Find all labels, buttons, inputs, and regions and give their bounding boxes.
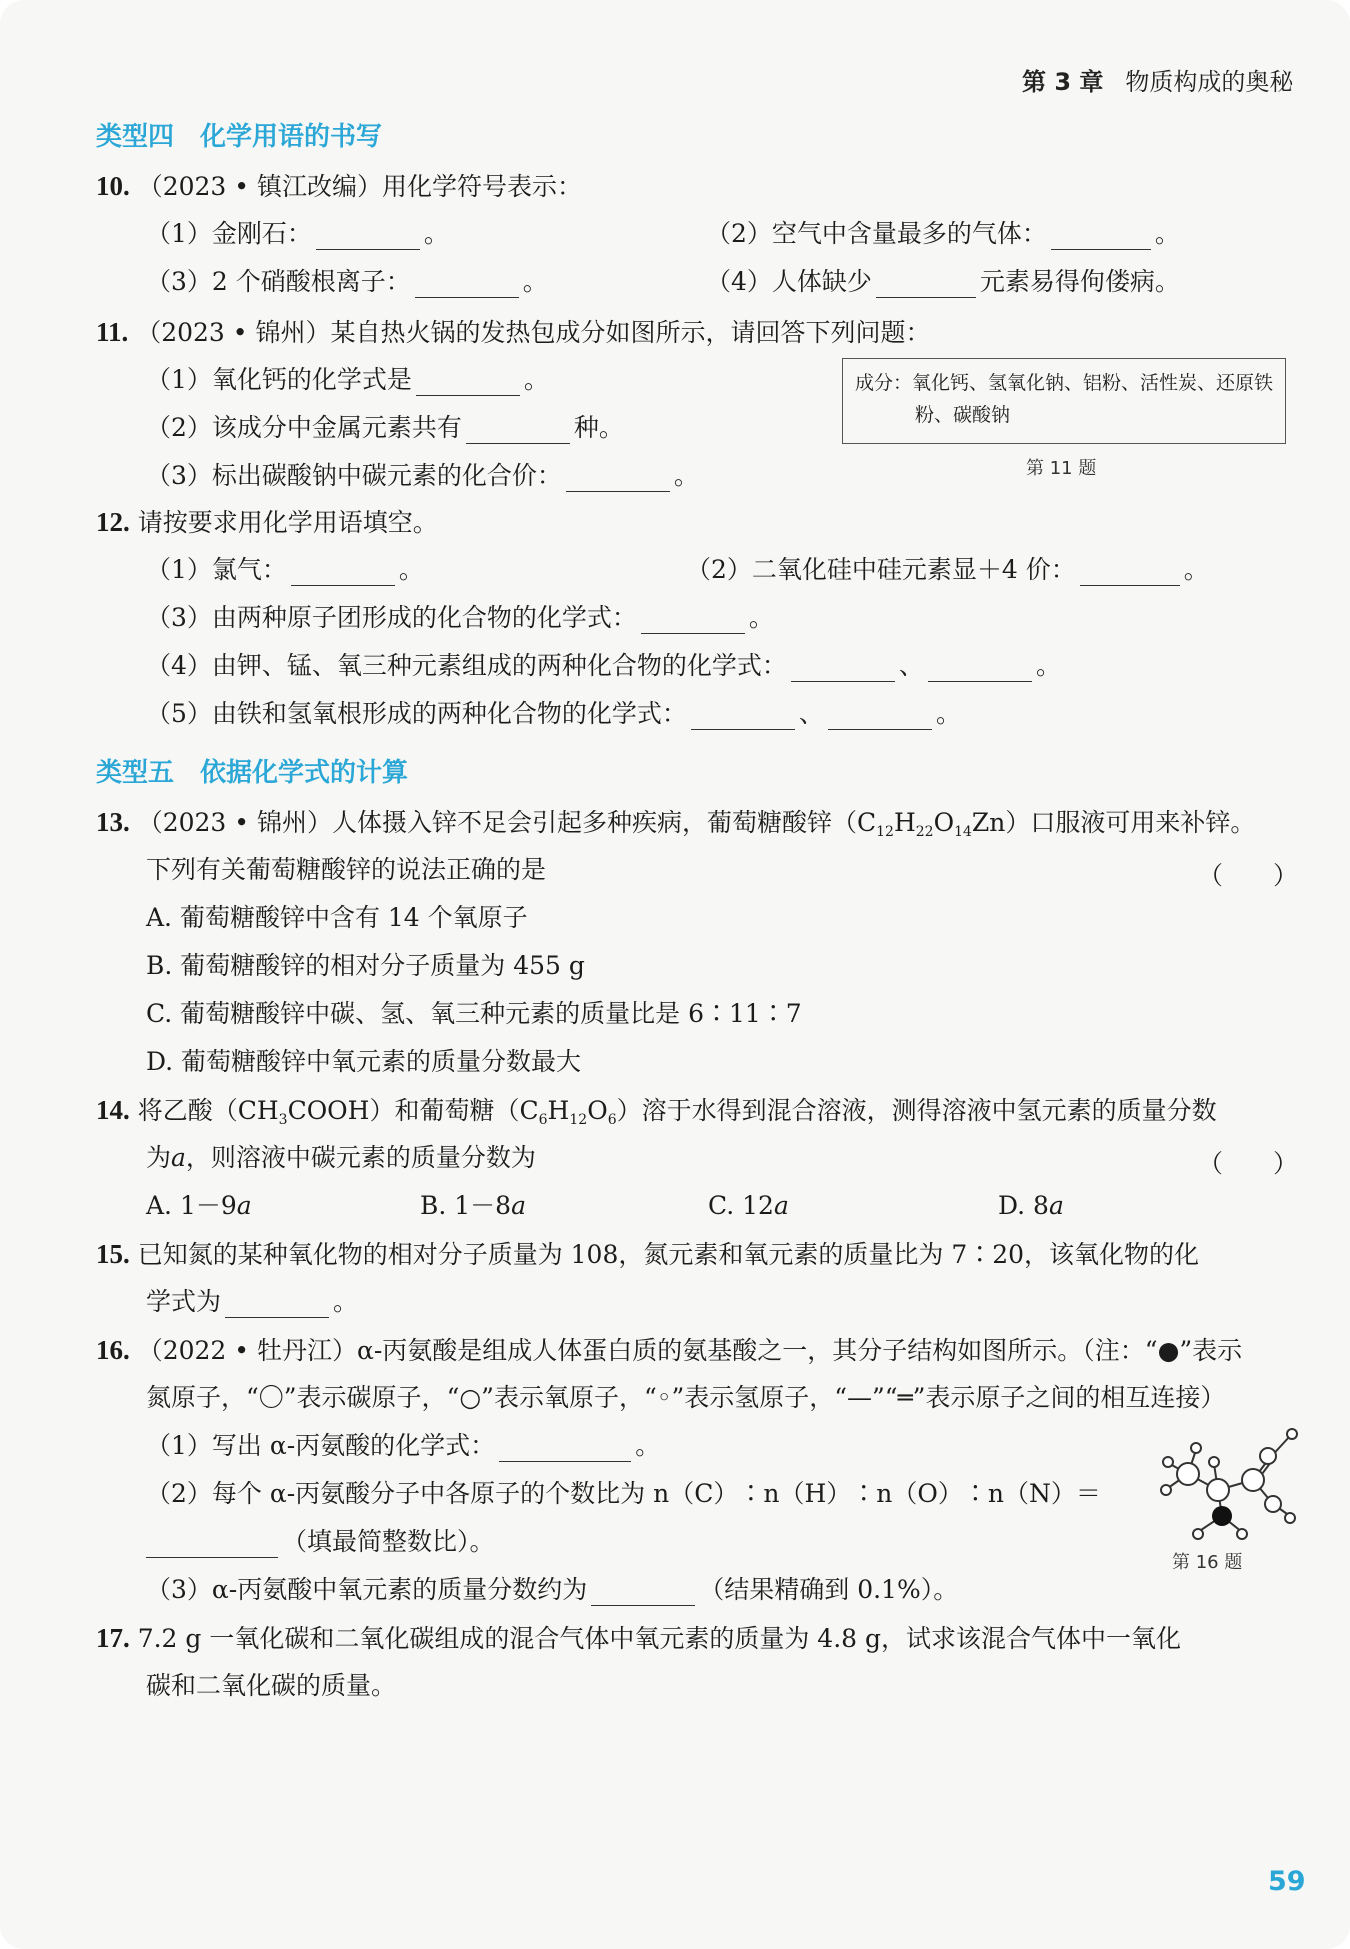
answer-blank[interactable]	[316, 225, 420, 250]
q16-part1: （1）写出 α-丙氨酸的化学式： 。	[146, 1431, 661, 1460]
q10-part3: （3）2 个硝酸根离子： 。	[146, 267, 548, 296]
q14-stem-line2: 为a，则溶液中碳元素的质量分数为	[146, 1143, 536, 1172]
answer-blank[interactable]	[415, 273, 519, 298]
section-heading-5: 类型五 依据化学式的计算	[96, 758, 409, 788]
q14-option-d: D. 8a	[998, 1191, 1064, 1220]
q12-part4: （4）由钾、锰、氧三种元素组成的两种化合物的化学式： 、 。	[146, 651, 1061, 680]
question-14-stem: 14. 将乙酸$(CH_3COOH)$和葡萄糖$(C_6H_{12}O_6)$溶于水得到混合溶液，测得溶液中氢元素的质量分数	[96, 1095, 1217, 1128]
answer-blank[interactable]	[691, 705, 795, 730]
hydrogen-atom	[1161, 1485, 1171, 1495]
question-number: 10.	[96, 171, 130, 201]
q16-part3: （3）α-丙氨酸中氧元素的质量分数约为 （结果精确到 0.1%）。	[146, 1575, 959, 1604]
q16-part2: （2）每个 α-丙氨酸分子中各原子的个数比为 n（C）∶n（H）∶n（O）∶n（N）＝	[146, 1479, 1101, 1508]
q14-option-b: B. 1－8a	[420, 1191, 526, 1220]
question-10-stem: 10. （2023 • 镇江改编）用化学符号表示：	[96, 171, 582, 201]
hydrogen-atom	[1193, 1529, 1203, 1539]
answer-blank[interactable]	[828, 705, 932, 730]
answer-paren[interactable]: （ ）	[1198, 1149, 1299, 1178]
answer-blank[interactable]	[1051, 225, 1151, 250]
q12-part2: （2）二氧化硅中硅元素显＋4 价： 。	[686, 555, 1209, 584]
carbon-atom	[1242, 1469, 1264, 1491]
q14-option-c: C. 12a	[708, 1191, 789, 1220]
answer-blank[interactable]	[791, 657, 895, 682]
q10-part1: （1）金刚石： 。	[146, 219, 449, 248]
q13-option-d: D. 葡萄糖酸锌中氧元素的质量分数最大	[146, 1047, 582, 1076]
answer-blank[interactable]	[291, 561, 395, 586]
question-12-stem: 12. 请按要求用化学用语填空。	[96, 507, 438, 537]
hydrogen-atom	[1285, 1513, 1295, 1523]
answer-blank[interactable]	[466, 419, 570, 444]
q17-line2: 碳和二氧化碳的质量。	[146, 1671, 397, 1700]
q16-part2-answer: （填最简整数比）。	[146, 1526, 495, 1558]
chapter-number: 第 3 章	[1022, 68, 1104, 96]
q12-part1: （1）氯气： 。	[146, 555, 424, 584]
q11-part3: （3）标出碳酸钠中碳元素的化合价： 。	[146, 461, 699, 490]
oxygen-atom	[1265, 1496, 1281, 1512]
ingredients-box: 成分：氧化钙、氢氧化钠、铝粉、活性炭、还原铁 粉、碳酸钠	[842, 358, 1286, 444]
answer-blank[interactable]	[641, 609, 745, 634]
question-13-stem: 13. （2023 • 锦州）人体摄入锌不足会引起多种疾病，葡萄糖酸锌$(C_{12}H_{22}O_{14}Zn)$口服液可用来补锌。	[96, 807, 1256, 840]
answer-blank[interactable]	[1080, 561, 1180, 586]
question-15-stem: 15. 已知氮的某种氧化物的相对分子质量为 108，氮元素和氧元素的质量比为 7∶20，该氧化物的化	[96, 1239, 1200, 1269]
answer-blank[interactable]	[225, 1293, 329, 1318]
carbon-atom	[1207, 1479, 1229, 1501]
q13-option-a: A. 葡萄糖酸锌中含有 14 个氧原子	[146, 903, 528, 932]
figure-caption-16: 第 16 题	[1172, 1552, 1243, 1573]
section-heading-4: 类型四 化学用语的书写	[96, 122, 383, 152]
answer-blank[interactable]	[928, 657, 1032, 682]
answer-blank[interactable]	[416, 371, 520, 396]
page-number: 59	[1268, 1866, 1306, 1897]
oxygen-atom	[1260, 1448, 1276, 1464]
answer-paren[interactable]: （ ）	[1198, 861, 1299, 890]
carbon-atom	[1177, 1463, 1199, 1485]
answer-blank[interactable]	[566, 467, 670, 492]
q10-part4: （4）人体缺少 元素易得佝偻病。	[706, 267, 1180, 296]
hydrogen-atom	[1237, 1529, 1247, 1539]
question-16-stem: 16. （2022 • 牡丹江）α-丙氨酸是组成人体蛋白质的氨基酸之一，其分子结构如图所示。（注：“●”表示	[96, 1335, 1243, 1365]
hydrogen-atom	[1209, 1457, 1219, 1467]
alanine-molecule-diagram	[1118, 1416, 1308, 1546]
q13-stem-line2: 下列有关葡萄糖酸锌的说法正确的是	[146, 855, 547, 884]
q10-part2: （2）空气中含量最多的气体： 。	[706, 219, 1180, 248]
question-17-stem: 17. 7.2 g 一氧化碳和二氧化碳组成的混合气体中氧元素的质量为 4.8 g，试求该混合气体中一氧化	[96, 1623, 1182, 1653]
answer-blank[interactable]	[499, 1437, 631, 1462]
q11-part2: （2）该成分中金属元素共有 种。	[146, 413, 624, 442]
answer-blank[interactable]	[591, 1581, 695, 1606]
q13-option-b: B. 葡萄糖酸锌的相对分子质量为 455 g	[146, 951, 585, 980]
q12-part3: （3）由两种原子团形成的化合物的化学式： 。	[146, 603, 774, 632]
q15-line2: 学式为 。	[146, 1287, 359, 1316]
answer-blank[interactable]	[876, 273, 976, 298]
hydrogen-atom	[1287, 1429, 1297, 1439]
figure-caption-11: 第 11 题	[1026, 458, 1097, 479]
question-11-stem: 11. （2023 • 锦州）某自热火锅的发热包成分如图所示，请回答下列问题：	[96, 317, 931, 347]
chapter-title: 物质构成的奥秘	[1125, 68, 1294, 96]
q16-line2: 氮原子，“〇”表示碳原子，“○”表示氧原子，“◦”表示氢原子，“—”“═”表示原子之间的相互连接）	[146, 1383, 1226, 1412]
hydrogen-atom	[1163, 1457, 1173, 1467]
answer-blank[interactable]	[146, 1533, 278, 1558]
q12-part5: （5）由铁和氢氧根形成的两种化合物的化学式： 、 。	[146, 699, 961, 728]
q14-option-a: A. 1－9a	[146, 1191, 252, 1220]
q11-part1: （1）氧化钙的化学式是 。	[146, 365, 549, 394]
chapter-header	[1022, 62, 1293, 97]
q13-option-c: C. 葡萄糖酸锌中碳、氢、氧三种元素的质量比是 6∶11∶7	[146, 999, 802, 1028]
hydrogen-atom	[1191, 1443, 1201, 1453]
nitrogen-atom	[1212, 1506, 1232, 1526]
